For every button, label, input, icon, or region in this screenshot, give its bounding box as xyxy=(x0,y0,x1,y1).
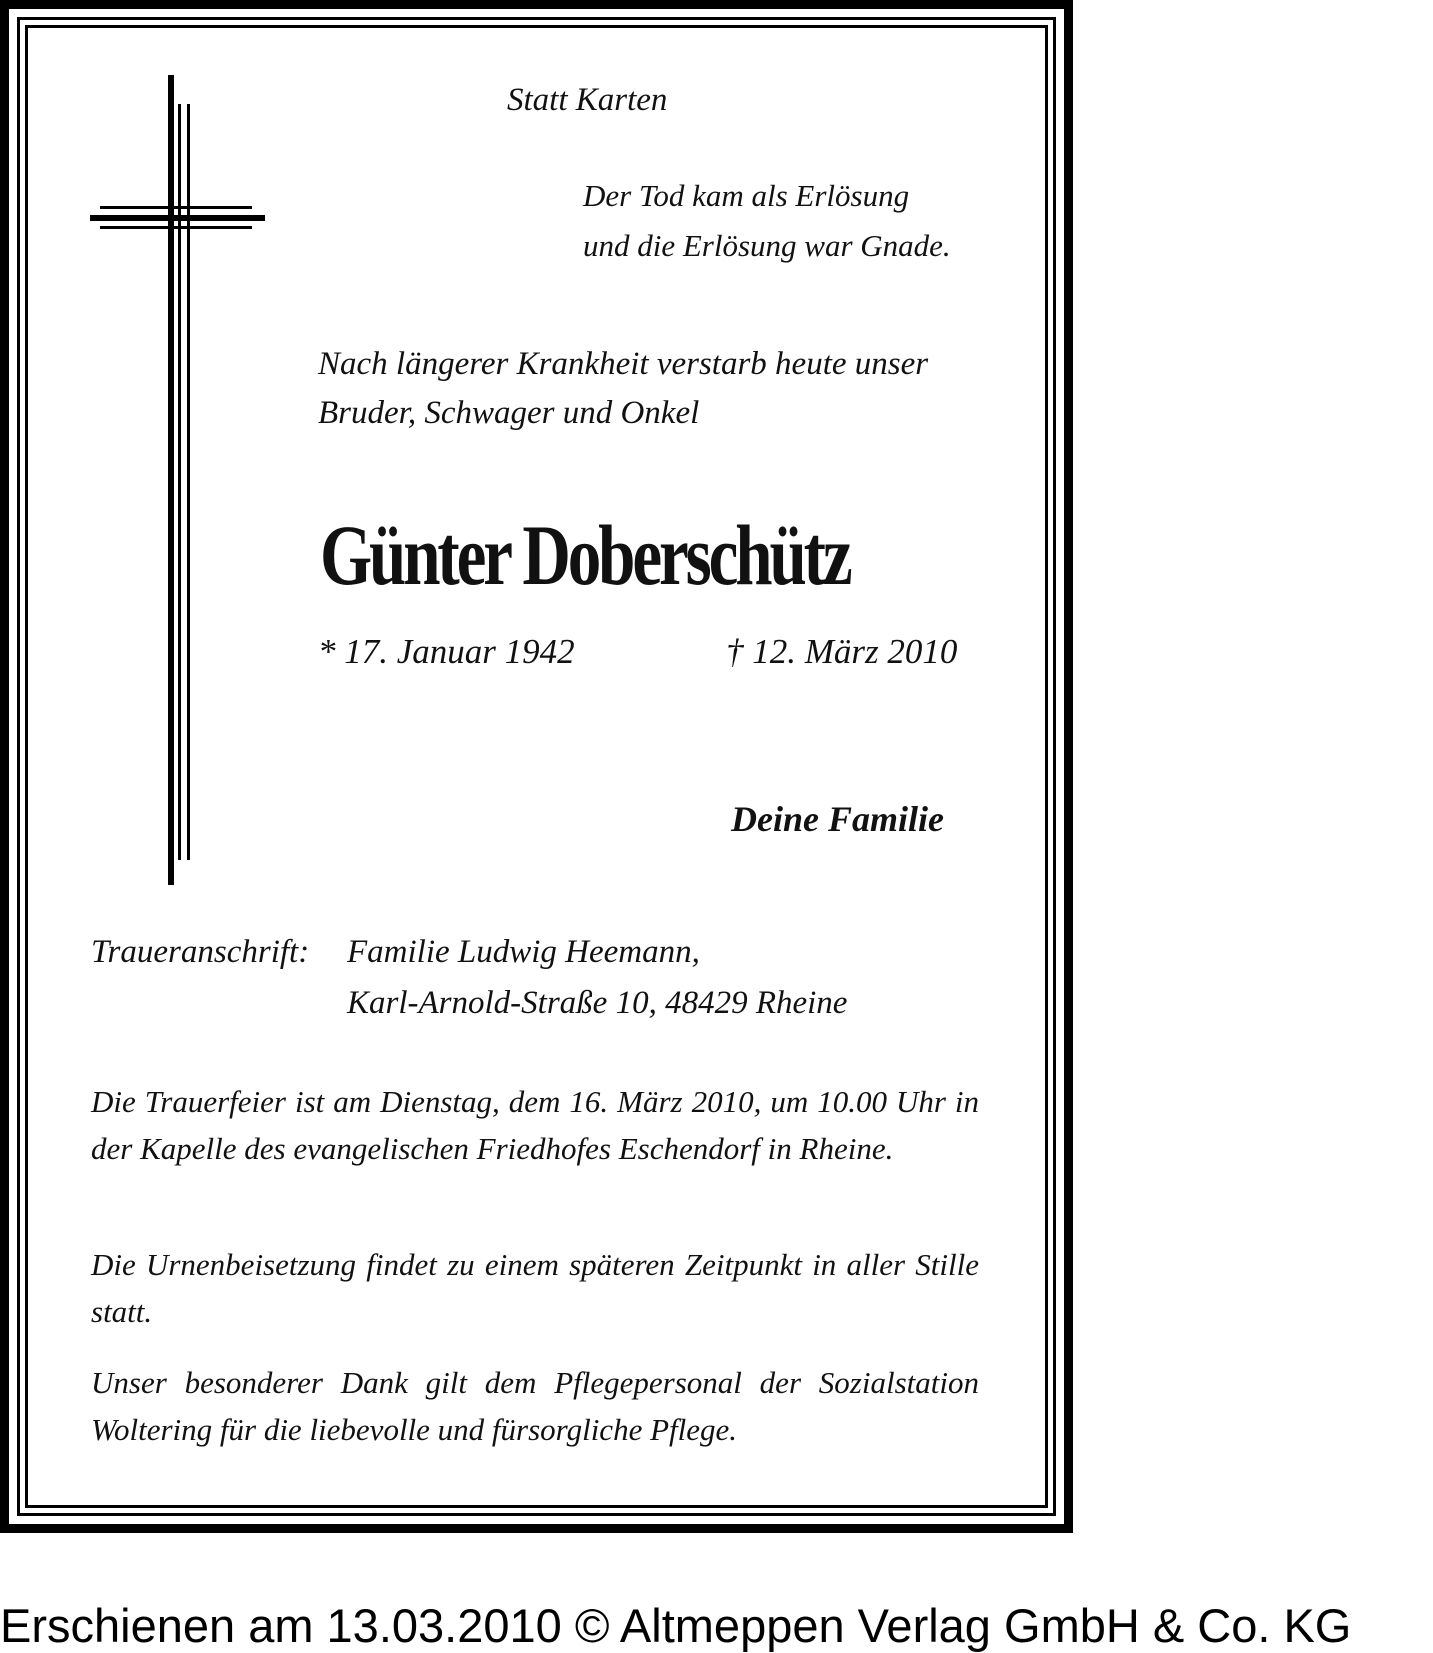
signature: Deine Familie xyxy=(731,799,944,839)
thanks-paragraph: Unser besonderer Dank gilt dem Pflegepersonal der Sozialstation Woltering für die liebevolle und fürsorgliche Pflege. xyxy=(91,1365,979,1447)
birth-date: * 17. Januar 1942 xyxy=(318,632,575,671)
death-date: † 12. März 2010 xyxy=(726,632,958,671)
urn-paragraph: Die Urnenbeisetzung findet zu einem späteren Zeitpunkt in aller Stille statt. xyxy=(91,1247,979,1329)
intro-line-2: Bruder, Schwager und Onkel xyxy=(318,395,700,431)
publication-footer: Erschienen am 13.03.2010 © Altmeppen Verlag GmbH & Co. KG xyxy=(0,1599,1352,1652)
funeral-paragraph: Die Trauerfeier ist am Dienstag, dem 16. März 2010, um 10.00 Uhr in der Kapelle des evangelischen Friedhofes Eschendorf in Rheine. xyxy=(91,1084,979,1166)
address-line-2: Karl-Arnold-Straße 10, 48429 Rheine xyxy=(347,985,848,1021)
intro-line-1: Nach längerer Krankheit verstarb heute unser xyxy=(318,346,929,382)
header-text: Statt Karten xyxy=(507,82,668,118)
deceased-name: Günter Doberschütz xyxy=(320,507,850,603)
address-label: Traueranschrift: xyxy=(91,934,310,970)
motto-line-2: und die Erlösung war Gnade. xyxy=(583,228,951,263)
address-line-1: Familie Ludwig Heemann, xyxy=(347,934,700,970)
motto-line-1: Der Tod kam als Erlösung xyxy=(583,178,910,213)
